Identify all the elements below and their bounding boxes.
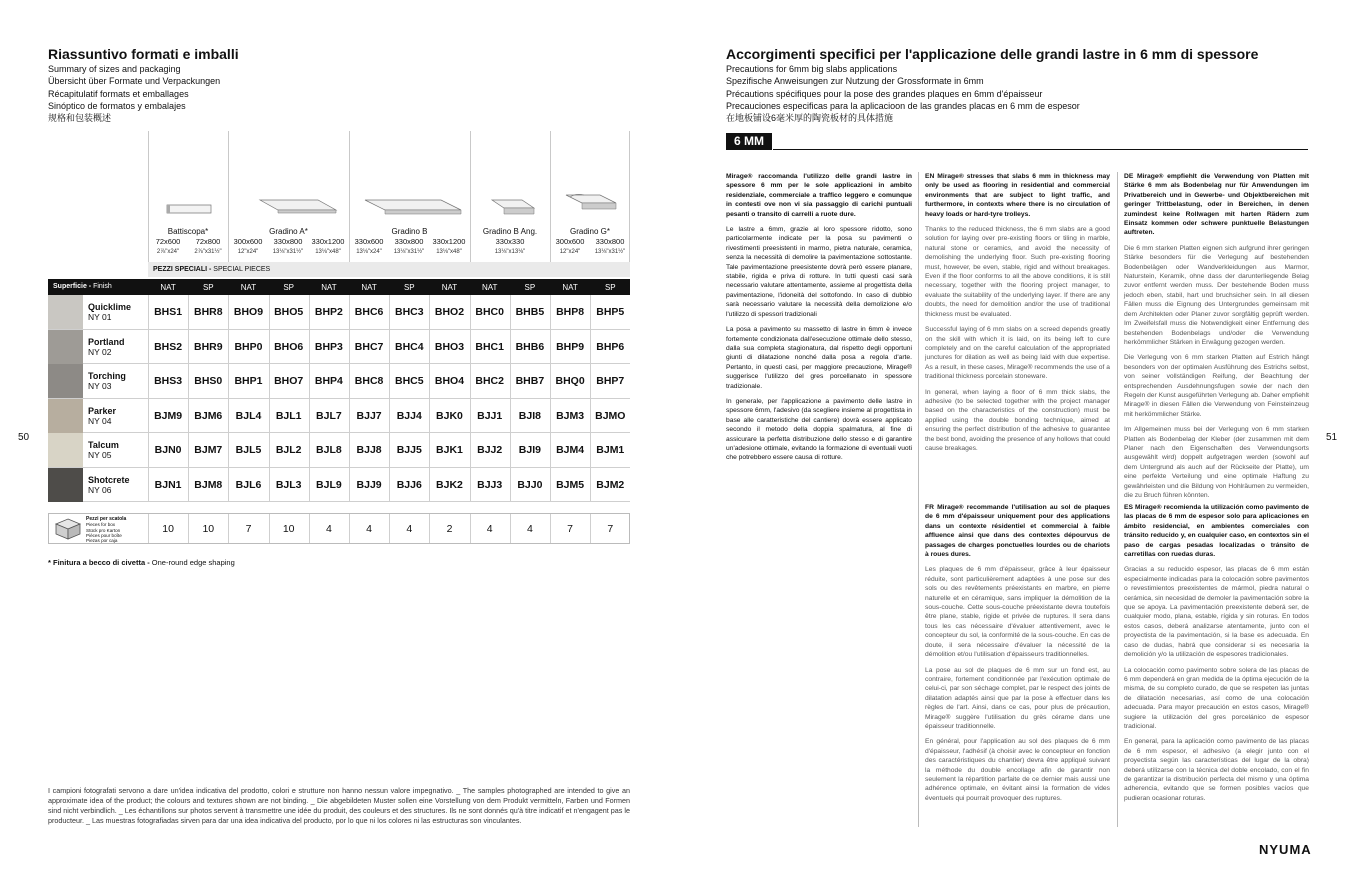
group-label: Gradino G* <box>569 227 611 236</box>
size-label: 300x600 12"x24" <box>233 237 263 255</box>
column-divider <box>1117 172 1118 827</box>
article-code: BJN1 <box>154 478 182 491</box>
product-name: Parker NY 04 <box>88 405 117 426</box>
finish-cell: NAT <box>321 283 337 292</box>
size-label: 330x800 13⅛"x31½" <box>272 237 304 255</box>
product-name: Portland NY 02 <box>88 336 125 357</box>
article-code: BHC4 <box>394 340 424 353</box>
product-name: Talcum NY 05 <box>88 440 119 460</box>
subtitle-en: Summary of sizes and packaging <box>48 64 181 74</box>
paragraph: Les plaques de 6 mm d'épaisseur, grâce à leur épaisseur réduite, sont particulièrement adaptées à une pose sur des sols ou des revêtements préexistants en marbre, en pierre naturelle et en céramique, sans impliquer la démolition de la sous-couche. Cette sous-couche préexistante devra toutefois être plane, stable, rigide et privée de ruptures. Il sera dans tous les cas nécessaire d'évaluer attentivement, avec le concepteur du sol, la conformité de la sous-couche. En cas de doute, il sera nécessaire d'évaluer la nécessité de la démolition et/ou l'utilisation d'épaisseurs traditionnelles. <box>925 566 1110 659</box>
article-code: BJJ9 <box>356 478 382 491</box>
cell-divider <box>148 514 149 543</box>
cell-divider <box>228 514 229 543</box>
lead-paragraph: FR Mirage® recommande l'utilisation au sol de plaques de 6 mm d'épaisseur uniquement pour des applications dans un contexte résidentiel et commercial à faible affluence ainsi que dans des contextes dépourvus de passages de charges ponctuelles lourdes ou de chariots à roues dures. <box>925 504 1110 559</box>
text-column-en <box>925 172 1110 459</box>
paragraph: En general, para la aplicación como pavimento de las placas de 6 mm espesor, el adhesivo (a elegir junto con el proyectista según las características del lugar de la obra) deberá utilizarse con la técnica del doble encolado, con el fin de garantizar la distribución perfecta del mismo y una óptima adherencia, evitando que se formen posibles vacíos que pudieran ocasionar roturas. <box>1124 738 1309 802</box>
paragraph: In generale, per l'applicazione a pavimento delle lastre in spessore 6mm, l'adesivo (da scegliere insieme al progettista in base alle caratteristiche del cantiere) dovrà essere applicato secondo il metodo della doppia spalmatura, al fine di assicurare la perfetta distribuzione dello stesso e di garantire un'adesione ottimale, evitando la formazione di eventuali vuoti che potrebbero essere causa di rotture. <box>726 397 912 462</box>
article-code: BHP2 <box>314 306 343 318</box>
product-name: Quicklime NY 01 <box>88 302 132 322</box>
article-code: BHO2 <box>434 306 465 318</box>
article-code: BJI8 <box>518 409 541 422</box>
paragraph: Die 6 mm starken Platten eignen sich aufgrund ihrer geringen Stärke besonders für die Verlegung auf bestehenden Bodenbelägen oder Wandverkleidungen aus Marmor, Naturstein, Keramik, ohne dass der darunterliegende Belag zuvor entfernt werden muss. Der bestehende Boden muss jedoch eben, stabil, hart und bruchsicher sein. In all diesen Fällen muss die Eignung des Untergrundes gemeinsam mit dem Architekten oder Planer zuvor sorgfältig geprüft werden. Im Zweifelsfall muss die Notwendigkeit einer Entfernung des bestehenden Bodenbelags und/oder die Verwendung herkömmlicher Stärken in Erwägung gezogen werden. <box>1124 244 1309 346</box>
article-code: BJJ2 <box>477 444 503 456</box>
table-header <box>148 131 630 277</box>
subtitle-de: Spezifische Anweisungen zur Nutzung der Grossformate in 6mm <box>726 76 984 87</box>
article-code: BJJ5 <box>396 444 422 456</box>
pieces-per-box-value: 7 <box>567 523 574 535</box>
subtitle-fr: Précautions spécifiques pour la pose des grandes plaques en 6mm d'épaisseur <box>726 88 1043 99</box>
article-code: BJL5 <box>235 444 262 456</box>
group-label: Gradino A* <box>269 227 308 236</box>
article-code: BHB5 <box>515 306 545 318</box>
article-code: BJM9 <box>154 409 183 422</box>
group-label: Gradino B Ang. <box>482 227 538 236</box>
article-code: BJJ7 <box>356 409 382 422</box>
finish-cell: NAT <box>441 283 458 292</box>
article-code: BJN0 <box>154 444 182 456</box>
article-code: BJL2 <box>275 444 302 456</box>
article-code: BHO5 <box>274 306 304 318</box>
article-code: BJJ8 <box>356 444 382 456</box>
finish-cell: SP <box>524 283 536 292</box>
step-b-shape-icon <box>363 196 463 218</box>
skirting-shape-icon <box>163 201 213 217</box>
article-code: BHC3 <box>394 306 424 318</box>
box-icon <box>54 517 82 541</box>
paragraph: Gracias a su reducido espesor, las placas de 6 mm están especialmente indicadas para la colocación sobre pavimentos o revestimientos preexistentes de mármol, piedra natural o cerámica, sin necesidad de demoler la pavimentación sobre la que se apoya. La pavimentación preexistente deberá ser, de cualquier modo, plana, estable, rígida y sin roturas. En todos estos casos, deberá analizarse atentamente, junto con el proyectista de la pavimentación, si la base es adecuada. En caso de dudas, habrá que considerar si es necesaria la demolición y/o la utilización de espesores tradicionales. <box>1124 566 1309 659</box>
paragraph: Die Verlegung von 6 mm starken Platten auf Estrich hängt besonders von der optimalen Ausführung des Estrichs selbst, von seiner vollständigen Reifung, der Beachtung der entsprechenden Ausdehnungsfugen sowie der nach den Regeln der Kunst ausgeführten Verlegung ab. Daher empfiehlt Mirage® in diesen Fällen die Verwendung von Feinsteinzeug mit herkömmlicher Stärke. <box>1124 354 1309 418</box>
size-label: 330x800 13⅛"x31½" <box>594 237 626 255</box>
article-code: BHP6 <box>596 340 625 353</box>
article-code: BJI9 <box>518 444 541 456</box>
finish-cell: SP <box>604 283 616 292</box>
article-code: BHO3 <box>434 340 465 353</box>
product-name: Shotcrete NY 06 <box>88 474 130 495</box>
article-code: BJM3 <box>556 409 585 422</box>
page-title: Riassuntivo formati e imballi <box>48 46 239 62</box>
color-swatch <box>48 295 83 329</box>
product-row <box>48 330 630 365</box>
cell-divider <box>429 514 430 543</box>
lead-paragraph: DE Mirage® empfiehlt die Verwendung von Platten mit Stärke 6 mm als Bodenbelag nur für Anwendungen im Privatbereich und in Gewerbe- und Objektbereichen mit geringer Trittbelastung, oder in Bereichen, in denen zumindest keine Rollwagen mit harten Rädern zum Einsatz kommen oder schwere punktuelle Belastungen auftreten. <box>1124 173 1309 237</box>
cell-divider <box>269 514 270 543</box>
subtitle-en: Precautions for 6mm big slabs applications <box>726 64 898 74</box>
paragraph: Le lastre a 6mm, grazie al loro spessore ridotto, sono particolarmente indicate per la posa su pavimenti o rivestimenti preesistenti in marmo, pietra naturale, ceramica, senza la necessità di demolire la pavimentazione sottostante. Tale pavimentazione preesistente dovrà però essere planare, stabile, rigida e priva di rotture. In tutti questi casi sarà necessario valutare attentamente, assieme al progettista della pavimentazione, l'idoneità del sottofondo. In caso di dubbio sarà necessario valutare la necessità della demolizione e/o l'utilizzo di spessori tradizionali <box>726 226 912 318</box>
finish-label: Superficie - Finish <box>53 283 112 290</box>
article-code: BJL3 <box>275 478 302 491</box>
product-name: Torching NY 03 <box>88 371 126 391</box>
divider <box>773 149 1308 150</box>
article-code: BJK1 <box>436 444 463 456</box>
finish-cell: SP <box>202 283 214 292</box>
subtitle-list <box>48 63 220 124</box>
pieces-per-box-value: 7 <box>607 523 614 535</box>
paragraph: La pose au sol de plaques de 6 mm sur un fond est, au contraire, fortement conditionnée par l'exécution optimale de celui-ci, par son séchage complet, par le respect des joints de dilatation adaptés ainsi que par la pose à effectuer dans les règles de l'art. Ainsi, dans ce cas, pour plus de précaution, Mirage® suggère l'utilisation du grès cérame dans une épaisseur traditionnelle. <box>925 666 1110 730</box>
article-code: BJJ3 <box>477 478 503 491</box>
article-code: BHB7 <box>515 375 545 387</box>
pieces-per-box-value: 10 <box>282 523 295 535</box>
subtitle-fr: Récapitulatif formats et emballages <box>48 88 189 99</box>
article-code: BHP7 <box>596 375 625 387</box>
article-code: BJM5 <box>556 478 585 491</box>
size-label: 330x600 13⅛"x24" <box>354 237 384 255</box>
paragraph: Im Allgemeinen muss bei der Verlegung von 6 mm starken Platten als Bodenbelag der Kleber (der zusammen mit dem Planer nach den Eigenschaften des Verwendungsorts ausgewählt wird) doppelt aufgetragen werden (sowohl auf dem Untergrund als auch auf der Rückseite der Platte), um eine perfekte Verteilung und eine optimale Haftung zu gewährleisten und die Bildung von Hohlräumen zu vermeiden, die zu Bruch führen könnten. <box>1124 426 1309 499</box>
size-label: 330x330 13⅛"x13⅛" <box>494 237 526 255</box>
step-g-shape-icon <box>560 191 620 217</box>
article-code: BHC7 <box>354 340 384 353</box>
article-code: BHO7 <box>274 375 304 387</box>
article-code: BJK0 <box>436 409 463 422</box>
product-table <box>48 131 630 544</box>
column-divider <box>918 172 919 827</box>
finish-header-row <box>48 279 630 295</box>
article-code: BJL6 <box>235 478 262 491</box>
article-code: BJM2 <box>596 478 625 491</box>
page-number-left: 50 <box>18 432 30 443</box>
text-column-de <box>1124 172 1309 506</box>
article-code: BHP3 <box>314 340 343 353</box>
text-column-it <box>726 172 912 469</box>
pieces-per-box-value: 4 <box>406 523 413 535</box>
brand-logo: NYUMA <box>1259 842 1312 857</box>
article-code: BHO4 <box>434 375 465 387</box>
thickness-badge: 6 MM <box>726 133 772 150</box>
group-label: Battiscopa* <box>167 227 209 236</box>
size-label: 72x800 2⅞"x31½" <box>194 237 222 255</box>
section-title: Accorgimenti specifici per l'applicazione delle grandi lastre in 6 mm di spessore <box>726 46 1259 62</box>
article-code: BHQ0 <box>555 375 585 387</box>
article-code: BHC0 <box>475 306 504 318</box>
article-code: BJL7 <box>316 409 342 422</box>
article-code: BHC6 <box>354 306 384 318</box>
article-code: BHP8 <box>556 306 585 318</box>
pieces-per-box-value: 4 <box>526 523 533 535</box>
article-code: BHP5 <box>596 306 625 318</box>
paragraph: Successful laying of 6 mm slabs on a screed depends greatly on the skill with which it is laid, on its being left to cure completely and on the careful calculation of the appropriated junctures for dilation as well as being laid with due expertise. As a result, in these cases, Mirage® recommends the use of a traditional thickness porcelain stoneware. <box>925 326 1110 381</box>
paragraph: La posa a pavimento su massetto di lastre in 6mm è invece fortemente condizionata dall'esecuzione ottimale dello stesso, dalla sua completa stagionatura, dal rispetto degli opportuni giunti di dilatazione nonché dalla posa a regola d'arte. Pertanto, in questi casi, per maggiore precauzione, Mirage® suggerisce l'utilizzo del gres porcellanato in spessore tradizionale. <box>726 326 912 390</box>
article-code: BHC5 <box>394 375 424 387</box>
lead-paragraph: ES Mirage® recomienda la utilización como pavimento de las placas de 6 mm de espesor solo para aplicaciones en ámbito residencial, en ambientes comerciales con tránsito reducido y, en cualquier caso, en contextos sin el paso de cargas pesadas localizadas o tránsito de carretillas con ruedas duras. <box>1124 504 1309 559</box>
article-code: BJM6 <box>194 409 223 422</box>
text-column-fr <box>925 503 1110 809</box>
disclaimer: I campioni fotografati servono a dare un'idea indicativa del prodotto, colori e strutture non hanno nessun valore impegnativo. _ The samples photographed are intended to give an approximate idea of the product; the colours and textures shown are not binding. _ Die abgebildeten Muster sollen eine Vorstellung von dem Produkt vermitteln, Farben und Formen sind nicht verbindlich. _ Les échantillons sur photos servent à transmettre une idée du produit, des couleurs et des structures. Ils ne sont donnés qu'à titre indicatif et n'engagent pas le producteur. _ Las muestras fotografiadas sirven para dar una idea indicativa del producto, por lo que ni los colores ni las estructuras son vinculantes. <box>48 786 630 825</box>
product-row <box>48 433 630 468</box>
article-code: BJJ0 <box>517 478 543 491</box>
cell-divider <box>389 514 390 543</box>
article-code: BHS2 <box>154 340 183 353</box>
packaging-labels: Pezzi per scatola Pieces for box Stück pro Karton Pièces pour boîte Piezas por caja <box>86 516 127 544</box>
text-column-es <box>1124 503 1309 809</box>
finish-cell: SP <box>403 283 415 292</box>
step-b-corner-shape-icon <box>488 194 538 220</box>
article-code: BJM8 <box>194 478 223 491</box>
article-code: BJMO <box>595 409 626 422</box>
pieces-per-box-value: 4 <box>366 523 373 535</box>
special-pieces-bar: PEZZI SPECIALI - SPECIAL PIECES <box>148 262 630 277</box>
size-label: 330x800 13⅛"x31½" <box>393 237 425 255</box>
article-code: BHR8 <box>193 306 223 318</box>
lead-paragraph: Mirage® raccomanda l'utilizzo delle grandi lastre in spessore 6 mm per le sole applicazioni in ambito residenziale, commerciale a traffico leggero e comunque in contesti ove non vi sia passaggio di carichi puntuali pesanti o transito di carrelli a ruote dure. <box>726 173 912 218</box>
article-code: BJL8 <box>316 444 342 456</box>
subtitle-es: Precauciones especificas para la aplicacioon de las grandes placas en 6 mm de espesor <box>726 100 1080 111</box>
cell-divider <box>510 514 511 543</box>
lead-paragraph: EN Mirage® stresses that slabs 6 mm in thickness may only be used as flooring in residential and commercial environments that are subject to light traffic, and furthermore, in contexts where there is no circulation of heavy loads or hard-tyre trolleys. <box>925 173 1110 218</box>
finish-cell: NAT <box>562 283 578 292</box>
subtitle-de: Übersicht über Formate und Verpackungen <box>48 76 221 87</box>
section-subtitles <box>726 63 1080 124</box>
pieces-per-box-value: 10 <box>202 523 215 535</box>
article-code: BHP0 <box>234 340 263 353</box>
pieces-per-box-value: 2 <box>446 523 453 535</box>
article-code: BHP9 <box>556 340 585 353</box>
article-code: BHB6 <box>515 340 545 353</box>
subtitle-zh: 规格和包装概述 <box>48 113 112 124</box>
size-label: 72x600 2⅞"x24" <box>155 237 181 255</box>
cell-divider <box>309 514 310 543</box>
article-code: BHR9 <box>193 340 223 353</box>
subtitle-es: Sinóptico de formatos y embalajes <box>48 100 186 111</box>
article-code: BHP4 <box>314 375 343 387</box>
article-code: BHO9 <box>233 306 264 318</box>
product-row <box>48 468 630 503</box>
paragraph: In general, when laying a floor of 6 mm thick slabs, the adhesive (to be selected together with the project manager based on the characteristics of the construction) must be applied using the double bonding technique, aimed at ensuring the perfect distribution of the adhesive to guarantee the best bond, avoiding the presence of any hollows that could cause breakages. <box>925 388 1110 452</box>
finish-cell: SP <box>283 283 295 292</box>
finish-cell: NAT <box>240 283 257 292</box>
article-code: BJM4 <box>556 444 585 456</box>
size-label: 330x1200 13⅛"x48" <box>311 237 345 255</box>
article-code: BJL9 <box>316 478 342 491</box>
article-code: BHS1 <box>154 306 183 318</box>
pieces-per-box-value: 7 <box>245 523 252 535</box>
footnote: * Finitura a becco di civetta - One-round edge shaping <box>48 558 235 567</box>
product-row <box>48 399 630 434</box>
cell-divider <box>470 514 471 543</box>
article-code: BJL1 <box>275 409 302 422</box>
size-label: 300x600 12"x24" <box>555 237 585 255</box>
article-code: BHS3 <box>154 375 183 387</box>
color-swatch <box>48 433 83 467</box>
product-row <box>48 295 630 330</box>
article-code: BJM7 <box>194 444 223 456</box>
pieces-per-box-value: 4 <box>325 523 332 535</box>
product-row <box>48 364 630 399</box>
article-code: BJK2 <box>436 478 463 491</box>
packaging-row <box>48 513 630 544</box>
article-code: BHP1 <box>234 375 263 387</box>
step-a-shape-icon <box>258 196 338 218</box>
color-swatch <box>48 364 83 398</box>
paragraph: En général, pour l'application au sol des plaques de 6 mm d'épaisseur, l'adhésif (à choisir avec le concepteur en fonction des caractéristiques du chantier) devra être appliqué suivant la méthode du double encollage afin de garantir non seulement la répartition parfaite de ce dernier mais aussi une adhérence optimale, en évitant ainsi la formation de vides éventuels qui pourrait provoquer des ruptures. <box>925 738 1110 802</box>
cell-divider <box>590 514 591 543</box>
pieces-per-box-value: 4 <box>486 523 493 535</box>
size-label: 330x1200 13⅛"x48" <box>432 237 466 255</box>
subtitle-zh: 在地板铺设6毫米厚的陶瓷板材的具体措施 <box>726 113 894 124</box>
group-label: Gradino B <box>391 227 428 236</box>
paragraph: La colocación como pavimento sobre solera de las placas de 6 mm dependerá en gran medida de la óptima ejecución de la misma, de su completo curado, de que se respeten las juntas de dilatación necesarias, así como de una colocación adecuada. Para mayor precaución en estos casos, Mirage® sugiere la utilización del gres porcelánico de espesor tradicional. <box>1124 666 1309 730</box>
article-code: BHC8 <box>354 375 384 387</box>
cell-divider <box>550 514 551 543</box>
article-code: BHC2 <box>475 375 504 387</box>
paragraph: Thanks to the reduced thickness, the 6 mm slabs are a good solution for laying over pre-existing floors or tiling in marble, natural stone or ceramics, and avoid the necessity of demolishing the underlying floor. Such pre-existing flooring must, however, be even, stable, rigid and without breakages. Even if the floor conforms to all the above conditions, it is still necessary, together with the flooring project manager, to evaluate the suitability of the underlying layer. If there are any doubts, the need for demolition and/or the use of traditional thickness must be evaluated. <box>925 226 1110 318</box>
color-swatch <box>48 399 83 433</box>
article-code: BJJ6 <box>396 478 422 491</box>
article-code: BHS0 <box>194 375 223 387</box>
page-number-right: 51 <box>1326 432 1338 443</box>
finish-cell: NAT <box>481 283 498 292</box>
color-swatch <box>48 330 83 364</box>
article-code: BHO6 <box>274 340 304 353</box>
article-code: BJM1 <box>596 444 625 456</box>
cell-divider <box>349 514 350 543</box>
cell-divider <box>188 514 189 543</box>
article-code: BJJ4 <box>396 409 422 422</box>
finish-cell: NAT <box>361 283 377 292</box>
article-code: BJL4 <box>235 409 262 422</box>
finish-cell: NAT <box>160 283 176 292</box>
color-swatch <box>48 468 83 502</box>
pieces-per-box-value: 10 <box>162 523 174 535</box>
article-code: BJJ1 <box>477 409 503 422</box>
article-code: BHC1 <box>475 340 504 353</box>
